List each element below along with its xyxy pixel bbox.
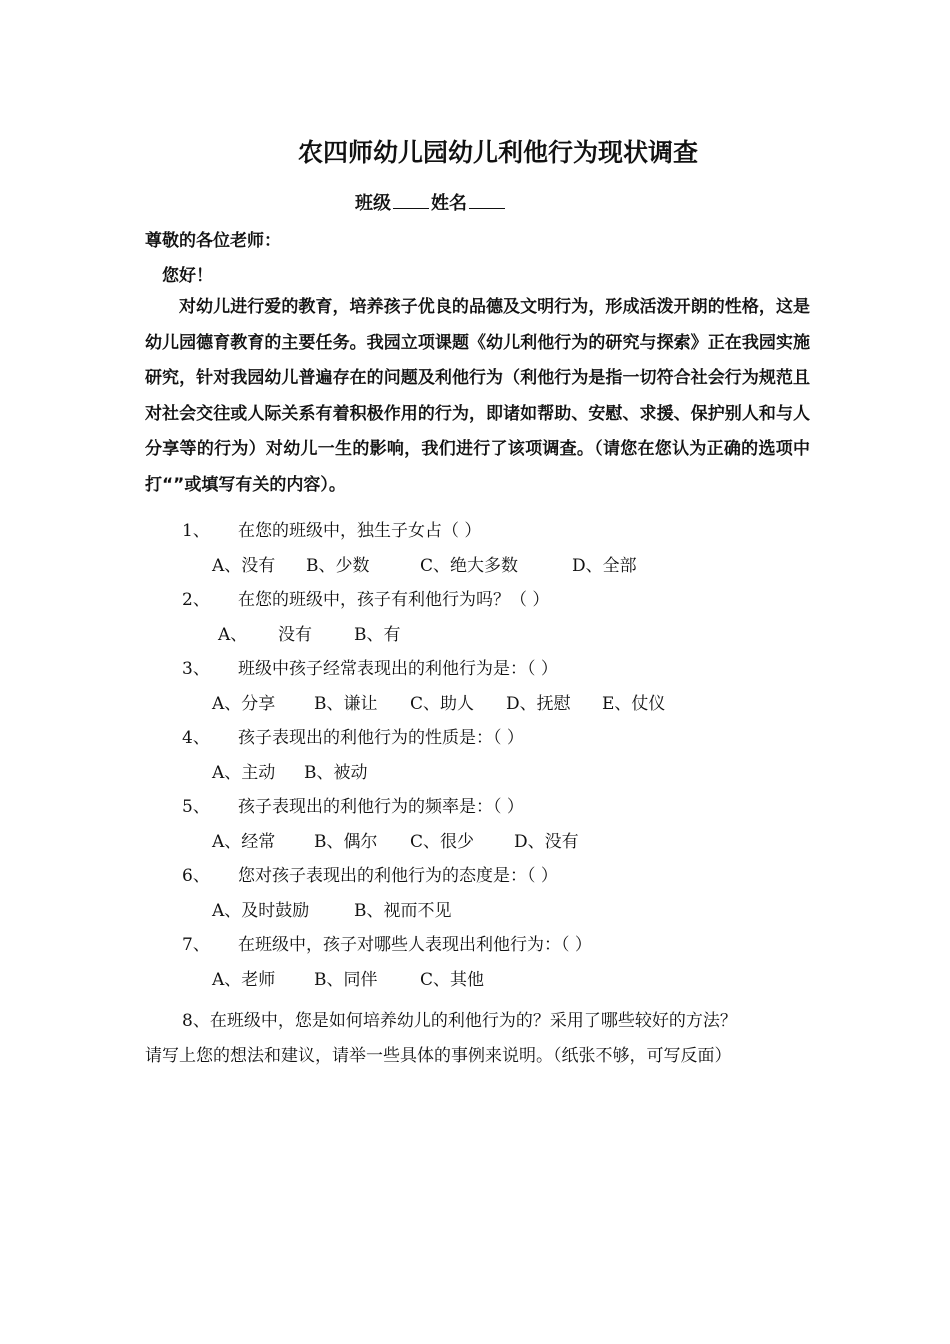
- option[interactable]: B、少数: [306, 556, 370, 576]
- question-2: [182, 585, 549, 610]
- name-label: 姓名: [431, 193, 467, 214]
- question-text: 班级中孩子经常表现出的利他行为是：（ ）: [238, 659, 558, 679]
- question-6-options: [212, 896, 452, 921]
- question-number: 5、: [182, 797, 210, 817]
- question-4: [182, 723, 524, 748]
- question-1: [182, 516, 481, 541]
- question-number: 1、: [182, 521, 210, 541]
- question-5: [182, 792, 524, 817]
- name-blank[interactable]: [469, 192, 505, 209]
- question-text: 在您的班级中，孩子有利他行为吗？（ ）: [238, 590, 550, 610]
- question-8: [145, 1004, 810, 1073]
- page-title: 农四师幼儿园幼儿利他行为现状调查: [298, 138, 699, 167]
- option[interactable]: B、有: [354, 625, 401, 645]
- option[interactable]: 没有: [278, 625, 312, 645]
- question-text: 孩子表现出的利他行为的频率是：（ ）: [238, 797, 524, 817]
- question-3: [182, 654, 558, 679]
- salutation: 尊敬的各位老师：: [145, 231, 281, 251]
- option[interactable]: D、没有: [514, 832, 579, 852]
- option[interactable]: D、全部: [572, 556, 637, 576]
- question-number: 6、: [182, 866, 210, 886]
- question-3-options: [212, 689, 665, 714]
- option[interactable]: A、及时鼓励: [212, 901, 310, 921]
- option[interactable]: A、分享: [212, 694, 276, 714]
- option[interactable]: D、抚慰: [506, 694, 571, 714]
- question-number: 3、: [182, 659, 210, 679]
- question-8-line-1: 8、在班级中，您是如何培养幼儿的利他行为的？采用了哪些较好的方法？: [182, 1011, 737, 1031]
- question-text: 在班级中，孩子对哪些人表现出利他行为：（ ）: [238, 935, 592, 955]
- question-6: [182, 861, 558, 886]
- option[interactable]: B、同伴: [314, 970, 378, 990]
- option[interactable]: B、视而不见: [354, 901, 452, 921]
- greeting: 您好！: [162, 266, 213, 286]
- question-7-options: [212, 965, 484, 990]
- question-text: 孩子表现出的利他行为的性质是：（ ）: [238, 728, 524, 748]
- option[interactable]: C、绝大多数: [420, 556, 519, 576]
- question-text: 在您的班级中，独生子女占（ ）: [238, 521, 482, 541]
- intro-text: 对幼儿进行爱的教育，培养孩子优良的品德及文明行为，形成活泼开朗的性格，这是幼儿园德育教育的主要任务。我园立项课题《幼儿利他行为的研究与探索》正在我园实施研究，针对我园幼儿普遍存在的问题及利他行为（利他行为是指一切符合社会行为规范且对社会交往或人际关系有着积极作用的行为，即诸如帮助、安慰、求援、保护别人和与人分享等的行为）对幼儿一生的影响，我们进行了该项调查。（请您在您认为正确的选项中打“”或填写有关的内容）。: [145, 297, 810, 495]
- class-blank[interactable]: [393, 192, 429, 209]
- class-label: 班级: [355, 193, 391, 214]
- class-name-line: [355, 189, 507, 215]
- question-8-line-2: 请写上您的想法和建议，请举一些具体的事例来说明。（纸张不够，可写反面）: [145, 1045, 732, 1066]
- option[interactable]: A、没有: [212, 556, 276, 576]
- question-7: [182, 930, 592, 955]
- question-number: 7、: [182, 935, 210, 955]
- option[interactable]: B、谦让: [314, 694, 378, 714]
- question-number: 4、: [182, 728, 210, 748]
- option[interactable]: A、主动: [212, 763, 276, 783]
- question-number: 2、: [182, 590, 210, 610]
- question-1-options: [212, 551, 637, 576]
- option[interactable]: B、偶尔: [314, 832, 378, 852]
- question-text: 您对孩子表现出的利他行为的态度是：（ ）: [238, 866, 558, 886]
- question-5-options: [212, 827, 579, 852]
- option[interactable]: A、经常: [212, 832, 276, 852]
- intro-paragraph: [145, 290, 810, 504]
- question-4-options: [212, 758, 368, 783]
- question-2-options: [218, 620, 401, 645]
- option[interactable]: C、其他: [420, 970, 485, 990]
- option[interactable]: C、很少: [410, 832, 475, 852]
- option[interactable]: A、: [218, 625, 248, 645]
- option[interactable]: C、助人: [410, 694, 475, 714]
- option[interactable]: E、仗仪: [602, 694, 666, 714]
- option[interactable]: B、被动: [304, 763, 368, 783]
- option[interactable]: A、老师: [212, 970, 276, 990]
